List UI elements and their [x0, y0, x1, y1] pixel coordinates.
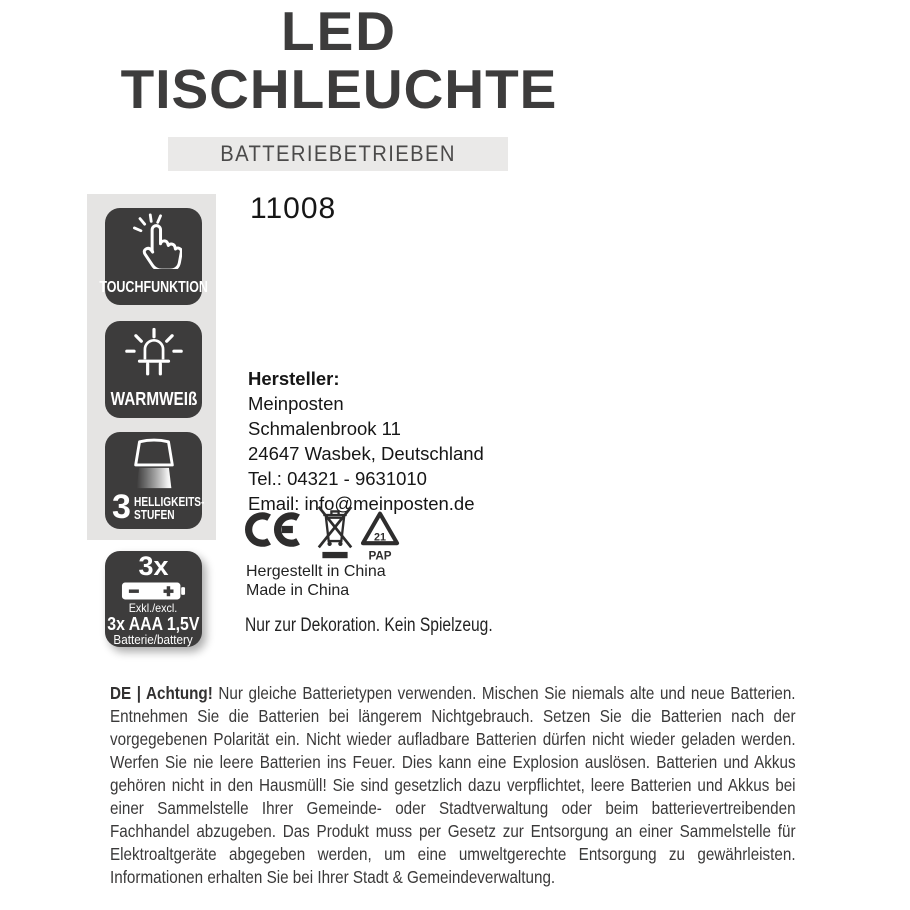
- manufacturer-email: Email: info@meinposten.de: [248, 493, 475, 514]
- title-line-1: LED: [281, 0, 397, 62]
- battery-operated-label: BATTERIEBETRIEBEN: [220, 141, 456, 166]
- compliance-symbols: [243, 505, 400, 562]
- product-number: 11008: [250, 192, 337, 225]
- badge-warm-white: [105, 321, 202, 418]
- badge-warm-white-label: WARMWEIß: [110, 389, 197, 409]
- country-of-origin: [246, 563, 386, 600]
- warning-lead: DE | Achtung!: [110, 683, 213, 703]
- battery-excl-label: Exkl./excl.: [129, 601, 178, 615]
- badge-brightness-label-row: [112, 488, 224, 529]
- origin-line-de: Hergestellt in China: [246, 563, 386, 580]
- brightness-count: 3: [112, 488, 131, 526]
- manufacturer-city: 24647 Wasbek, Deutschland: [248, 443, 484, 464]
- origin-line-en: Made in China: [246, 581, 350, 599]
- pap-label: PAP: [368, 549, 392, 562]
- product-title: [89, 1, 589, 118]
- decoration-note: Nur zur Dekoration. Kein Spielzeug.: [245, 615, 493, 636]
- brightness-label-line2: STUFEN: [133, 507, 175, 522]
- touch-icon: [126, 213, 182, 269]
- badge-brightness-levels: [105, 432, 205, 529]
- battery-type-label: 3x AAA 1,5V: [107, 614, 200, 634]
- pap-number: 21: [374, 531, 386, 544]
- warning-body: Nur gleiche Batterietypen verwenden. Mischen Sie niemals alte und neue Batterien. Entnehmen Sie die Batterien bei längerem Nichtgebrauch. Setzen Sie die Batterien nach der vorgegebenen Polarität ein. Nicht wieder aufladbare Batterien dürfen nicht wieder geladen werden. Werfen Sie nie leere Batterien ins Feuer. Dies kann eine Explosion auslösen. Batterien und Akkus gehören nicht in den Hausmüll! Sie sind gesetzlich dazu verpflichtet, leere Batterien und Akkus bei einer Sammelstelle Ihrer Gemeinde- oder Stadtverwaltung oder beim batterievertreibenden Fachhandel abzugeben. Das Produkt muss per Gesetz zur Entsorgung an einer Sammelstelle für Elektroaltgeräte abgegeben werden, um eine umweltgerechte Entsorgung zu gewährleisten. Informationen erhalten Sie bei Ihrer Stadt & Gemeindeverwaltung.: [110, 683, 796, 887]
- manufacturer-heading: Hersteller:: [248, 368, 340, 389]
- badge-touch-label: TOUCHFUNKTION: [99, 279, 208, 296]
- manufacturer-name: Meinposten: [248, 393, 344, 414]
- battery-count: 3x: [138, 551, 169, 581]
- battery-warning-text: [110, 682, 796, 889]
- title-line-2: TISCHLEUCHTE: [120, 58, 558, 120]
- warm-white-led-icon: [125, 327, 183, 379]
- manufacturer-phone: Tel.: 04321 - 9631010: [248, 468, 427, 489]
- battery-icon: [112, 581, 195, 601]
- badge-batteries-excluded: [105, 551, 202, 647]
- manufacturer-street: Schmalenbrook 11: [248, 418, 401, 439]
- brightness-label: [134, 495, 204, 521]
- recycling-pap-icon: [360, 510, 400, 562]
- weee-bin-icon: [317, 505, 353, 561]
- table-lamp-icon: [125, 436, 183, 490]
- badge-touch-function: [99, 208, 208, 305]
- manufacturer-info: [248, 366, 484, 516]
- ce-mark-icon: [243, 511, 309, 548]
- battery-operated-banner: [168, 137, 508, 171]
- brightness-label-line1: HELLIGKEITS-: [133, 494, 205, 509]
- battery-word-label: Batterie/battery: [113, 632, 194, 647]
